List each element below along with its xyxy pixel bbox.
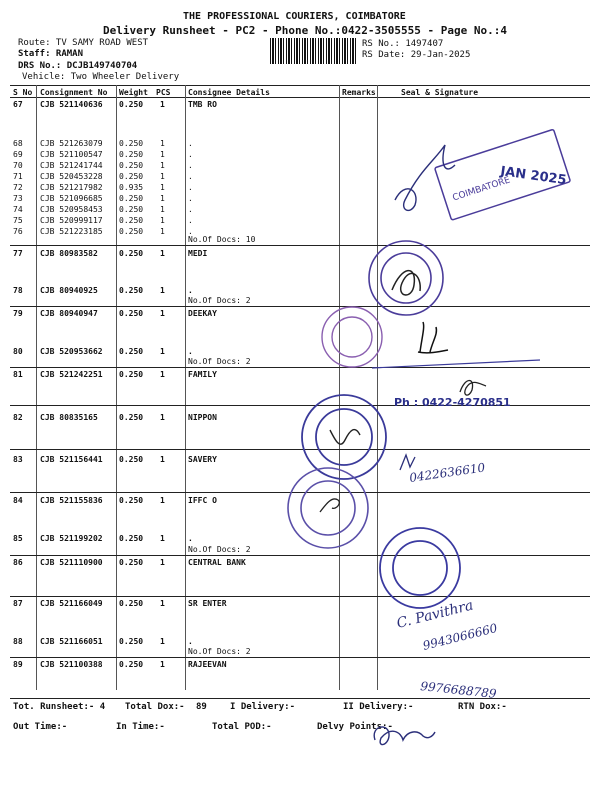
signature-medi: [392, 271, 420, 295]
row-weight: 0.250: [119, 347, 144, 356]
row-consignment-no: CJB 521100547: [40, 150, 103, 159]
hand-savery: 0422636610: [408, 460, 487, 485]
row-weight: 0.250: [119, 139, 144, 148]
row-consignee: .: [188, 194, 193, 203]
row-consignment-no: CJB 521223185: [40, 227, 103, 236]
round-seal-medi: [369, 241, 443, 315]
row-sno: 86: [13, 558, 23, 567]
row-pcs: 1: [160, 249, 165, 258]
row-sno: 81: [13, 370, 23, 379]
row-sno: 75: [13, 216, 23, 225]
docs-note: No.Of Docs: 2: [188, 357, 251, 366]
col-header-seal: Seal & Signature: [401, 88, 479, 97]
col-header-consignee: Consignee Details: [188, 88, 270, 97]
row-pcs: 1: [160, 183, 165, 192]
row-consignment-no: CJB 80940947: [40, 309, 98, 318]
row-pcs: 1: [160, 496, 165, 505]
docs-note: No.Of Docs: 10: [188, 235, 256, 244]
row-consignee: .: [188, 347, 193, 356]
row-pcs: 1: [160, 205, 165, 214]
row-sno: 88: [13, 637, 23, 646]
row-pcs: 1: [160, 347, 165, 356]
row-weight: 0.250: [119, 194, 144, 203]
row-consignee: .: [188, 286, 193, 295]
row-weight: 0.250: [119, 161, 144, 170]
total-pod: Total POD:-: [212, 722, 272, 732]
docs-note: No.Of Docs: 2: [188, 647, 251, 656]
row-sno: 87: [13, 599, 23, 608]
stamp-city: COIMBATORE: [451, 175, 512, 204]
signature-nippon: [330, 430, 360, 445]
row-weight: 0.250: [119, 558, 144, 567]
row-pcs: 1: [160, 216, 165, 225]
row-consignment-no: CJB 521110900: [40, 558, 103, 567]
row-pcs: 1: [160, 309, 165, 318]
row-weight: 0.250: [119, 370, 144, 379]
row-weight: 0.250: [119, 599, 144, 608]
row-consignment-no: CJB 521100388: [40, 660, 103, 669]
row-sno: 89: [13, 660, 23, 669]
row-pcs: 1: [160, 150, 165, 159]
signature-family: [460, 380, 486, 395]
row-pcs: 1: [160, 599, 165, 608]
row-consignment-no: CJB 521166051: [40, 637, 103, 646]
signature-delvy: [374, 727, 435, 745]
row-weight: 0.250: [119, 660, 144, 669]
round-seal-deekay: [322, 307, 382, 367]
round-seal-nippon: [302, 395, 386, 479]
row-consignment-no: CJB 521156441: [40, 455, 103, 464]
col-header-sno: S No: [13, 88, 33, 97]
rs-date: RS Date: 29-Jan-2025: [362, 50, 471, 60]
row-consignee: DEEKAY: [188, 309, 217, 318]
signature-deekay: [418, 322, 448, 353]
row-sno: 67: [13, 100, 23, 109]
col-header-consignment: Consignment No: [40, 88, 108, 97]
row-consignment-no: CJB 80983582: [40, 249, 98, 258]
row-pcs: 1: [160, 100, 165, 109]
row-sno: 68: [13, 139, 23, 148]
row-consignee: .: [188, 150, 193, 159]
signature-savery: [400, 455, 415, 470]
row-consignment-no: CJB 521096685: [40, 194, 103, 203]
row-pcs: 1: [160, 413, 165, 422]
row-consignee: .: [188, 216, 193, 225]
row-sno: 83: [13, 455, 23, 464]
row-sno: 78: [13, 286, 23, 295]
row-consignment-no: CJB 521217982: [40, 183, 103, 192]
i-delivery: I Delivery:-: [230, 702, 296, 712]
row-consignee: .: [188, 172, 193, 181]
total-dox-value: 89: [196, 702, 207, 712]
col-header-weight: Weight: [119, 88, 148, 97]
docs-note: No.Of Docs: 2: [188, 545, 251, 554]
in-time: In Time:-: [116, 722, 165, 732]
row-consignment-no: CJB 521242251: [40, 370, 103, 379]
family-stamp: [372, 360, 540, 368]
ii-delivery: II Delivery:-: [343, 702, 414, 712]
route: Route: TV SAMY ROAD WEST: [18, 38, 149, 48]
row-weight: 0.250: [119, 150, 144, 159]
row-weight: 0.250: [119, 455, 144, 464]
docs-note: No.Of Docs: 2: [188, 296, 251, 305]
row-consignee: .: [188, 139, 193, 148]
row-weight: 0.250: [119, 227, 144, 236]
row-pcs: 1: [160, 660, 165, 669]
row-consignment-no: CJB 521263079: [40, 139, 103, 148]
rtn-dox: RTN Dox:-: [458, 702, 507, 712]
row-pcs: 1: [160, 534, 165, 543]
tot-runsheet: Tot. Runsheet:- 4: [13, 702, 106, 712]
row-consignee: .: [188, 637, 193, 646]
row-pcs: 1: [160, 370, 165, 379]
row-weight: 0.935: [119, 183, 144, 192]
row-weight: 0.250: [119, 309, 144, 318]
row-weight: 0.250: [119, 534, 144, 543]
row-sno: 72: [13, 183, 23, 192]
row-sno: 73: [13, 194, 23, 203]
row-weight: 0.250: [119, 286, 144, 295]
col-header-pcs: PCS: [156, 88, 171, 97]
row-sno: 69: [13, 150, 23, 159]
row-consignment-no: CJB 80940925: [40, 286, 98, 295]
row-weight: 0.250: [119, 216, 144, 225]
row-consignee: NIPPON: [188, 413, 217, 422]
hand-pavithra: C. Pavithra: [395, 597, 475, 632]
staff: Staff: RAMAN: [18, 49, 84, 59]
total-dox-label: Total Dox:-: [125, 702, 185, 712]
row-consignee: MEDI: [188, 249, 208, 258]
stamp-date: JAN 2025: [499, 164, 568, 189]
row-consignment-no: CJB 520999117: [40, 216, 103, 225]
out-time: Out Time:-: [13, 722, 68, 732]
round-seal-central-bank: [380, 528, 460, 608]
row-pcs: 1: [160, 172, 165, 181]
col-header-remarks: Remarks: [342, 88, 376, 97]
row-pcs: 1: [160, 637, 165, 646]
row-weight: 0.250: [119, 172, 144, 181]
row-pcs: 1: [160, 558, 165, 567]
row-consignment-no: CJB 521199202: [40, 534, 103, 543]
row-consignee: IFFC O: [188, 496, 217, 505]
row-consignment-no: CJB 521140636: [40, 100, 103, 109]
signature-iffco: [320, 499, 339, 512]
row-consignment-no: CJB 520953662: [40, 347, 103, 356]
row-sno: 71: [13, 172, 23, 181]
row-weight: 0.250: [119, 205, 144, 214]
row-pcs: 1: [160, 194, 165, 203]
row-consignment-no: CJB 521155836: [40, 496, 103, 505]
family-phone: Ph : 0422-4270851: [394, 396, 511, 409]
row-consignee: CENTRAL BANK: [188, 558, 246, 567]
row-consignee: .: [188, 205, 193, 214]
row-weight: 0.250: [119, 100, 144, 109]
row-consignee: RAJEEVAN: [188, 660, 227, 669]
rs-number: RS No.: 1497407: [362, 39, 444, 49]
row-consignee: .: [188, 534, 193, 543]
row-pcs: 1: [160, 455, 165, 464]
row-sno: 77: [13, 249, 23, 258]
row-weight: 0.250: [119, 413, 144, 422]
drs-number: DRS No.: DCJB149740704: [18, 61, 138, 71]
row-sno: 74: [13, 205, 23, 214]
row-sno: 82: [13, 413, 23, 422]
row-sno: 85: [13, 534, 23, 543]
row-sno: 80: [13, 347, 23, 356]
row-consignment-no: CJB 520453228: [40, 172, 103, 181]
row-consignee: .: [188, 161, 193, 170]
row-consignment-no: CJB 521241744: [40, 161, 103, 170]
row-weight: 0.250: [119, 496, 144, 505]
runsheet-title: Delivery Runsheet - PC2 - Phone No.:0422-3505555 - Page No.:4: [103, 24, 507, 37]
row-sno: 84: [13, 496, 23, 505]
row-weight: 0.250: [119, 249, 144, 258]
delvy-points: Delvy Points:-: [317, 722, 393, 732]
row-consignee: SR ENTER: [188, 599, 227, 608]
hand-phone-2: 9976688789: [419, 679, 498, 701]
row-sno: 79: [13, 309, 23, 318]
round-seal-iffco: [288, 468, 368, 548]
row-sno: 70: [13, 161, 23, 170]
row-consignment-no: CJB 80835165: [40, 413, 98, 422]
row-sno: 76: [13, 227, 23, 236]
row-pcs: 1: [160, 161, 165, 170]
vehicle: Vehicle: Two Wheeler Delivery: [22, 72, 180, 82]
row-consignment-no: CJB 520958453: [40, 205, 103, 214]
row-weight: 0.250: [119, 637, 144, 646]
company-name: THE PROFESSIONAL COURIERS, COIMBATORE: [183, 11, 406, 22]
row-consignee: TMB RO: [188, 100, 217, 109]
row-pcs: 1: [160, 286, 165, 295]
row-consignee: .: [188, 227, 193, 236]
row-pcs: 1: [160, 139, 165, 148]
hand-phone-1: 9943066660: [421, 620, 499, 653]
row-consignment-no: CJB 521166049: [40, 599, 103, 608]
row-pcs: 1: [160, 227, 165, 236]
row-consignee: FAMILY: [188, 370, 217, 379]
row-consignee: SAVERY: [188, 455, 217, 464]
row-consignee: .: [188, 183, 193, 192]
